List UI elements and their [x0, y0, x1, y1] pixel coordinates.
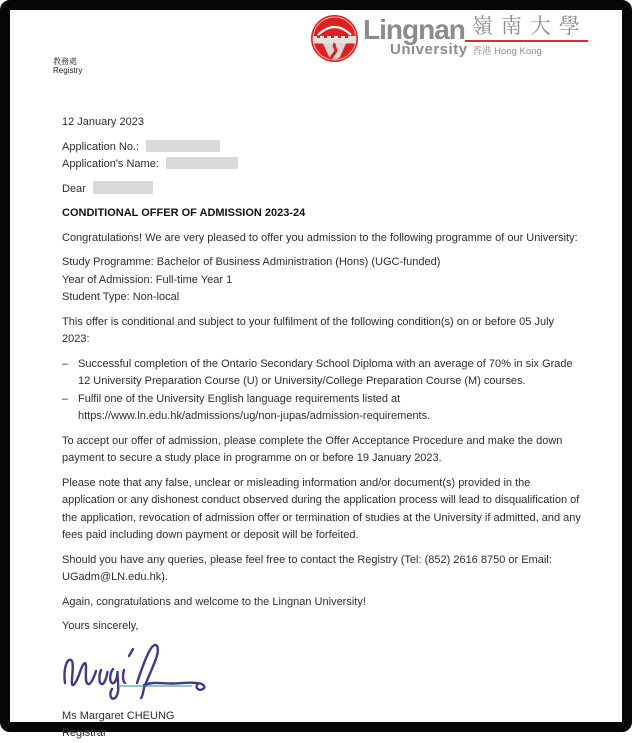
logo-university-label: University [390, 41, 468, 58]
warning-paragraph: Please note that any false, unclear or misleading information and/or document(s) provided in the application or any dishonest conduct observed during the application process will lead to disqualification of the application, revocation of admission offer or termination of studies at the University if admitted, and any fees paid including down payment or deposit will be forfeited. [62, 476, 581, 541]
acceptance-paragraph: To accept our offer of admission, please complete the Offer Acceptance Procedure and make the down payment to secure a study place in programme on or before 19 January 2023. [62, 434, 563, 464]
year-of-admission-line: Year of Admission: Full-time Year 1 [62, 273, 233, 286]
letter-heading: CONDITIONAL OFFER OF ADMISSION 2023-24 [62, 207, 306, 219]
sign-off: Yours sincerely, [62, 620, 139, 632]
application-name-row [62, 156, 584, 174]
conditions-list [62, 356, 584, 426]
signer-name: Ms Margaret CHEUNG [62, 709, 175, 722]
condition-text: Successful completion of the Ontario Secondary School Diploma with an average of 70% in six Grade 12 University Preparation Course (U) or University/College Preparation Course (M) courses. [78, 357, 573, 387]
application-info-block [62, 139, 584, 174]
signer-title: Registrar [62, 727, 107, 739]
condition-item [62, 391, 584, 426]
queries-paragraph: Should you have any queries, please feel free to contact the Registry (Tel: (852) 2616 8750 or Email: UGadm@LN.edu.hk). [62, 553, 552, 583]
salutation-redacted-name [93, 181, 153, 194]
bullet-dash: – [62, 357, 69, 370]
application-no-label: Application No.: [62, 140, 140, 153]
intro-paragraph: Congratulations! We are very pleased to offer you admission to the following programme of our University: [62, 231, 578, 244]
bullet-dash: – [62, 392, 69, 405]
signature [60, 643, 212, 705]
letter-date: 12 January 2023 [62, 116, 144, 128]
condition-text: Fulfil one of the University English language requirements listed at https://www.ln.edu.hk/admissions/ug/non-jupas/admission-requirements. [78, 392, 431, 422]
programme-details-block [62, 254, 584, 307]
condition-item [62, 356, 584, 391]
logo-region-label: 香港 Hong Kong [472, 46, 542, 57]
registry-department-block [53, 57, 82, 75]
application-name-label: Application's Name: [62, 158, 159, 170]
conditions-intro-paragraph: This offer is conditional and subject to your fulfilment of the following condition(s) on or before 05 July 2023: [62, 315, 555, 345]
letter-body [62, 114, 584, 743]
study-programme-line: Study Programme: Bachelor of Business Administration (Hons) (UGC-funded) [62, 256, 441, 268]
closing-congrats-paragraph: Again, congratulations and welcome to the Lingnan University! [62, 595, 366, 608]
lingnan-logo-wordmark [363, 15, 588, 58]
application-name-redacted-value [166, 157, 238, 169]
logo-wordmark-cn: 嶺南大學 [465, 15, 588, 42]
department-name-chinese: 教務處 [53, 57, 77, 66]
lingnan-logo-icon [310, 14, 359, 63]
department-name-english: Registry [53, 66, 83, 75]
salutation-label: Dear [62, 182, 86, 195]
student-type-line: Student Type: Non-local [62, 291, 180, 303]
application-no-redacted-value [146, 140, 220, 152]
logo-wordmark-en: Lingnan [363, 14, 465, 45]
salutation-row [62, 181, 584, 199]
application-no-row [62, 139, 584, 157]
